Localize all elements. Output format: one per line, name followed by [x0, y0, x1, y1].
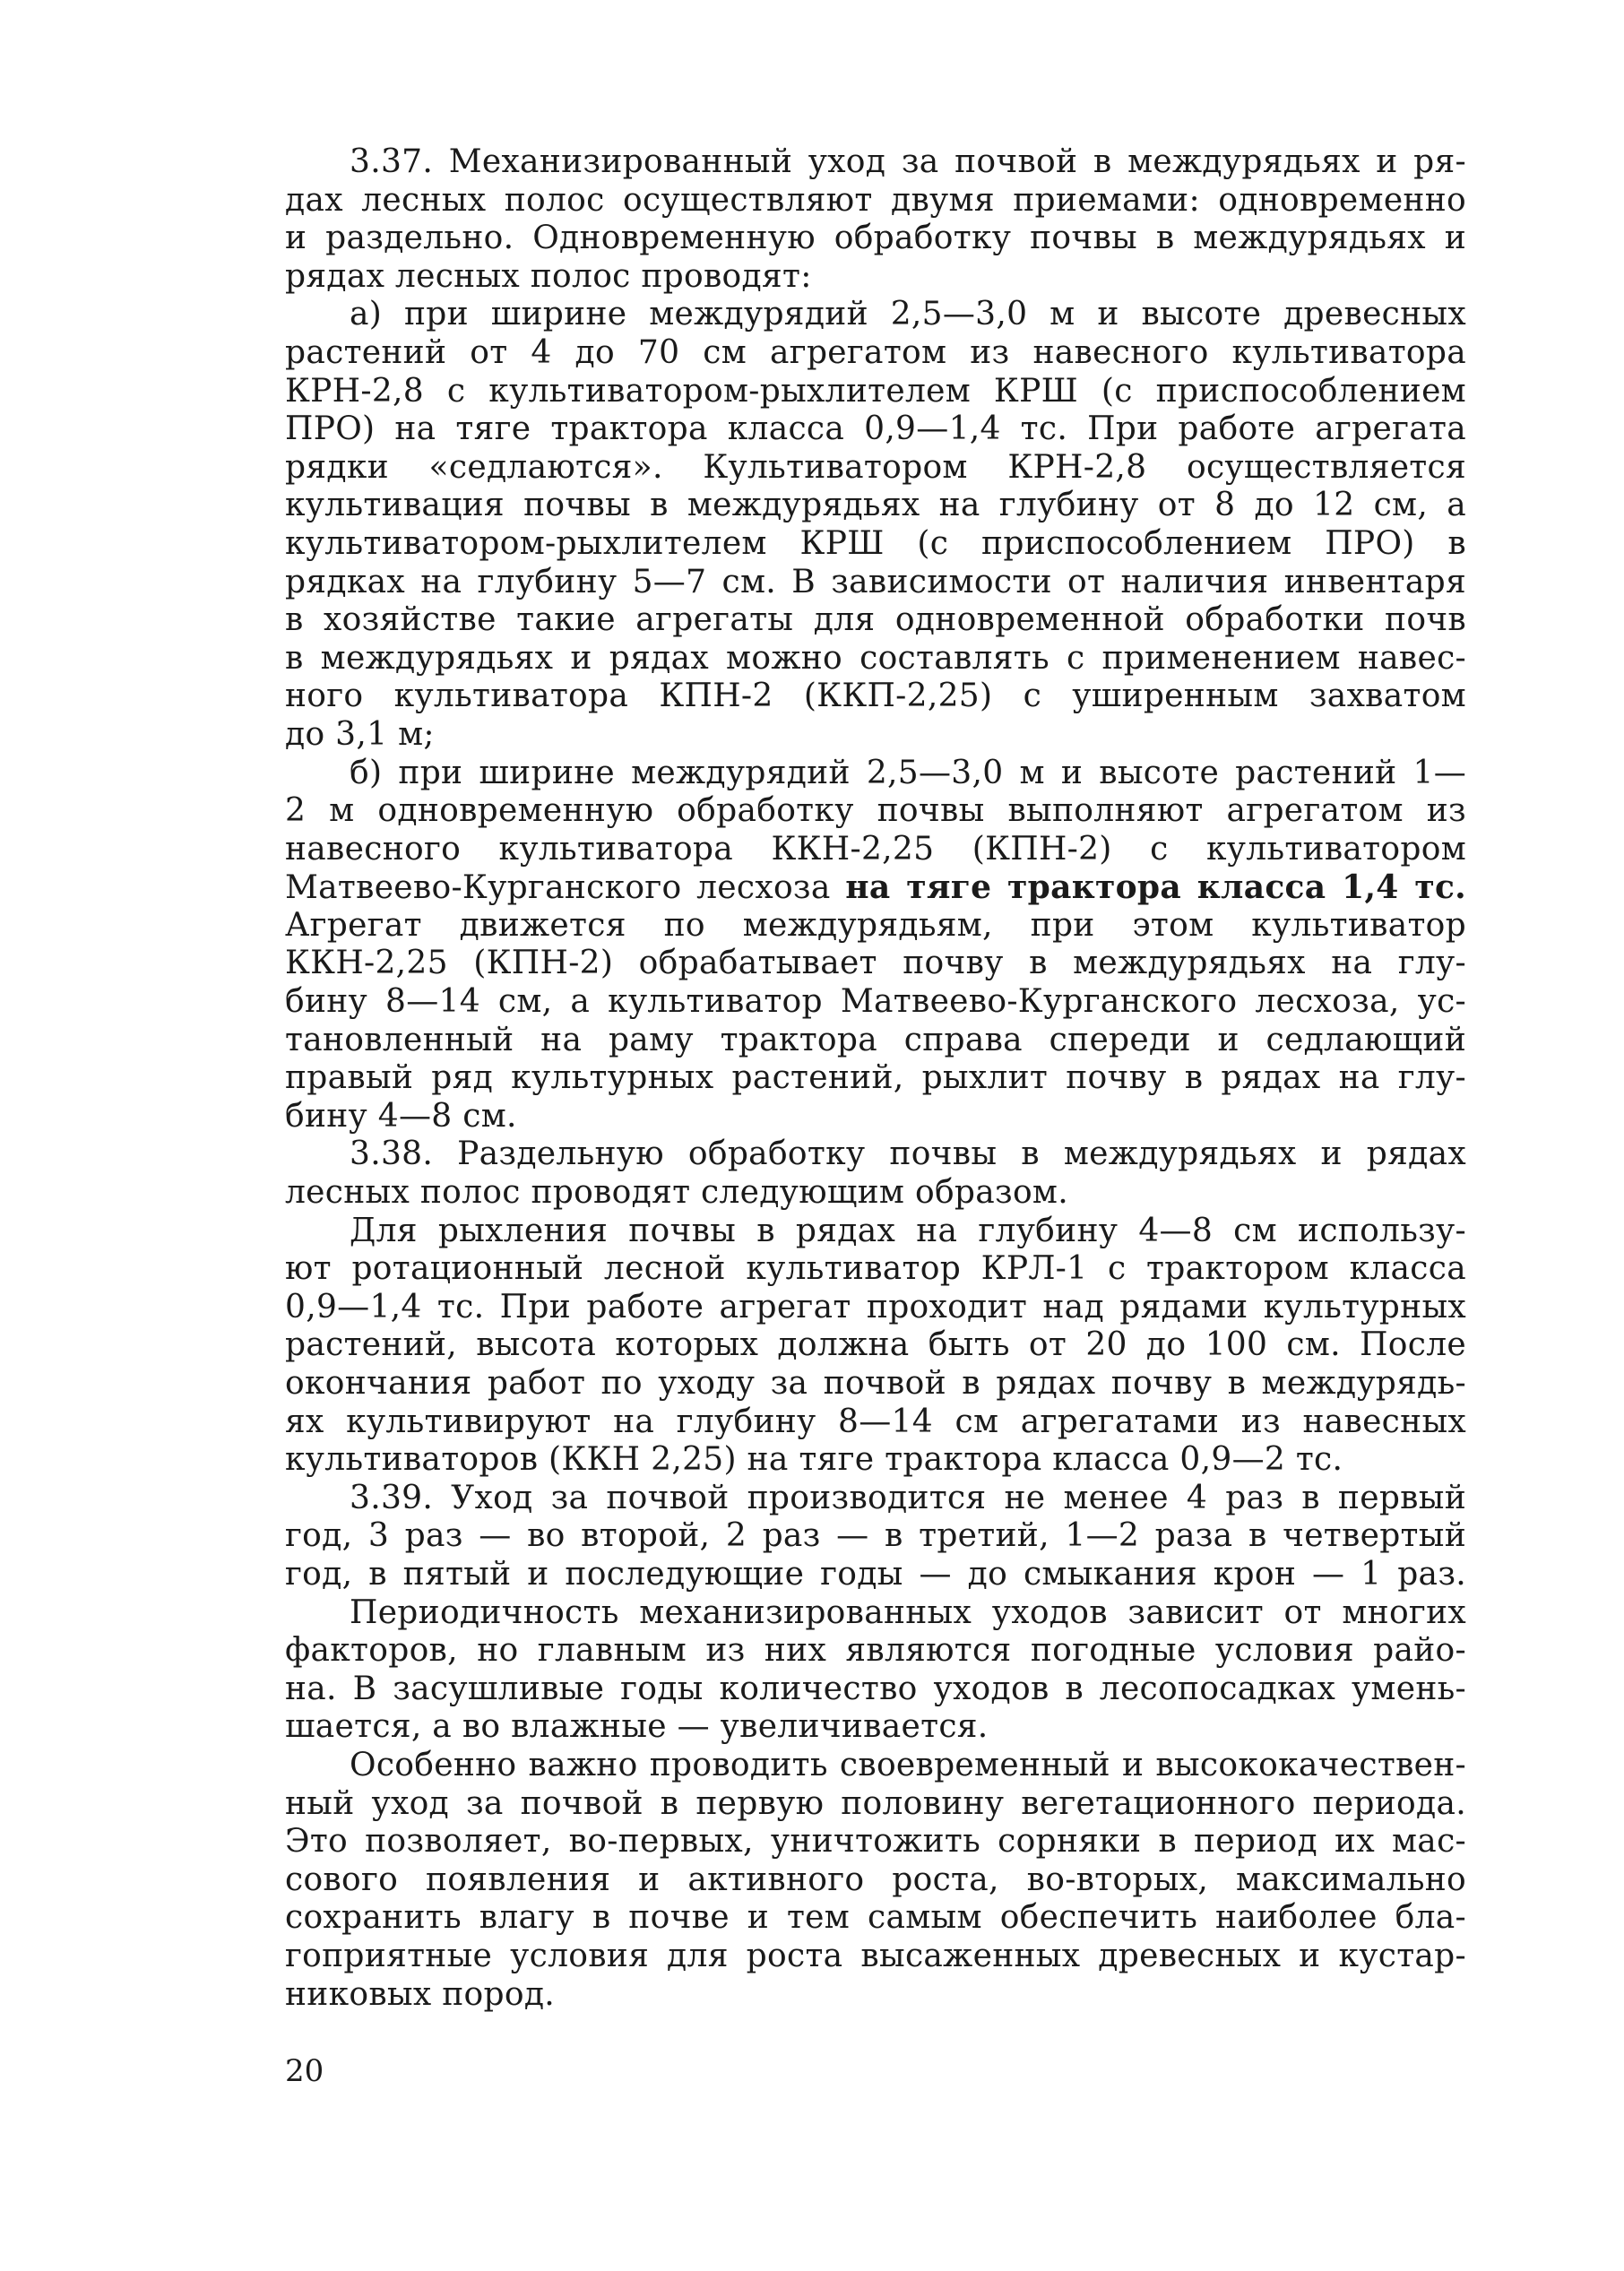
text-line: 3.38. Раздельную обработку почвы в междурядьях и рядах	[350, 1136, 1466, 1173]
text-line: ПРО) на тяге трактора класса 0,9—1,4 тс. При работе агрегата	[285, 410, 1466, 448]
text-line: ях культивируют на глубину 8—14 см агрегатами из навесных	[285, 1403, 1466, 1440]
text-line: факторов, но главным из них являются погодные условия райо-	[285, 1632, 1466, 1670]
body-text	[285, 143, 1466, 2014]
text-line: а) при ширине междурядий 2,5—3,0 м и высоте древесных	[350, 296, 1466, 333]
text-line: шается, а во влажные — увеличивается.	[285, 1708, 989, 1746]
text-line: в хозяйстве такие агрегаты для одновременной обработки почв	[285, 601, 1466, 639]
text-line: ККН-2,25 (КПН-2) обрабатывает почву в междурядьях на глу-	[285, 945, 1466, 982]
text-line: навесного культиватора ККН-2,25 (КПН-2) с культиватором	[285, 830, 1466, 868]
text-line: окончания работ по уходу за почвой в рядах почву в междурядь-	[285, 1365, 1466, 1402]
text-line: ный уход за почвой в первую половину вегетационного периода.	[285, 1784, 1466, 1822]
text-line: рядах лесных полос проводят:	[285, 257, 812, 295]
text-line: бину 4—8 см.	[285, 1097, 517, 1135]
text-line: на. В засушливые годы количество уходов в лесопосадках умень-	[285, 1670, 1466, 1707]
text-line: б) при ширине междурядий 2,5—3,0 м и высоте растений 1—	[350, 754, 1466, 791]
text-line: дах лесных полос осуществляют двумя приемами: одновременно	[285, 181, 1466, 219]
text-line: ного культиватора КПН-2 (ККП-2,25) с уширенным захватом	[285, 678, 1466, 715]
text-line: Для рыхления почвы в рядах на глубину 4—8 см использу-	[350, 1212, 1466, 1249]
text-line: рядки «седлаются». Культиватором КРН-2,8 осуществляется	[285, 448, 1466, 486]
text-line: Особенно важно проводить своевременный и высококачествен-	[350, 1746, 1466, 1783]
text-line: культиваторов (ККН 2,25) на тяге трактора класса 0,9—2 тс.	[285, 1441, 1343, 1479]
text-line: правый ряд культурных растений, рыхлит почву в рядах на глу-	[285, 1059, 1466, 1097]
text-line: ют ротационный лесной культиватор КРЛ-1 с трактором класса	[285, 1250, 1466, 1288]
text-line: тановленный на раму трактора справа спереди и седлающий	[285, 1021, 1466, 1058]
text-line: до 3,1 м;	[285, 715, 435, 753]
text-line: сохранить влагу в почве и тем самым обеспечить наиболее бла-	[285, 1899, 1466, 1937]
text-line: и раздельно. Одновременную обработку почвы в междурядьях и	[285, 220, 1466, 257]
text-line: никовых пород.	[285, 1975, 556, 2013]
text-line: 2 м одновременную обработку почвы выполняют агрегатом из	[285, 792, 1466, 830]
text-line: год, 3 раз — во второй, 2 раз — в третий, 1—2 раза в четвертый	[285, 1517, 1466, 1555]
text-line: культиватором-рыхлителем КРШ (с приспособлением ПРО) в	[285, 524, 1466, 562]
text-line: растений, высота которых должна быть от 20 до 100 см. После	[285, 1326, 1466, 1364]
text-line: лесных полос проводят следующим образом.	[285, 1174, 1068, 1212]
text-line: сового появления и активного роста, во-вторых, максимально	[285, 1861, 1466, 1898]
text-line: в междурядьях и рядах можно составлять с применением навес-	[285, 639, 1466, 677]
text-line: год, в пятый и последующие годы — до смыкания крон — 1 раз.	[285, 1555, 1466, 1593]
text-line: культивация почвы в междурядьях на глубину от 8 до 12 см, а	[285, 487, 1466, 524]
text-line: бину 8—14 см, а культиватор Матвеево-Курганского лесхоза, ус-	[285, 983, 1466, 1021]
text-line: Матвеево-Курганского лесхоза на тяге трактора класса 1,4 тс.	[285, 868, 1466, 907]
text-line: Агрегат движется по междурядьям, при этом культиватор	[285, 906, 1466, 944]
text-line: Это позволяет, во-первых, уничтожить сорняки в период их мас-	[285, 1823, 1466, 1861]
text-line: 3.37. Механизированный уход за почвой в междурядьях и ря-	[350, 143, 1466, 180]
text-line: гоприятные условия для роста высаженных древесных и кустар-	[285, 1937, 1466, 1974]
text-line: Периодичность механизированных уходов зависит от многих	[350, 1593, 1466, 1631]
page-number: 20	[285, 2053, 324, 2089]
text-line: растений от 4 до 70 см агрегатом из навесного культиватора	[285, 333, 1466, 371]
text-line: рядках на глубину 5—7 см. В зависимости от наличия инвентаря	[285, 563, 1466, 600]
text-line: 0,9—1,4 тс. При работе агрегат проходит над рядами культурных	[285, 1288, 1466, 1325]
text-line: КРН-2,8 с культиватором-рыхлителем КРШ (с приспособлением	[285, 372, 1466, 410]
text-line: 3.39. Уход за почвой производится не менее 4 раз в первый	[350, 1479, 1466, 1516]
